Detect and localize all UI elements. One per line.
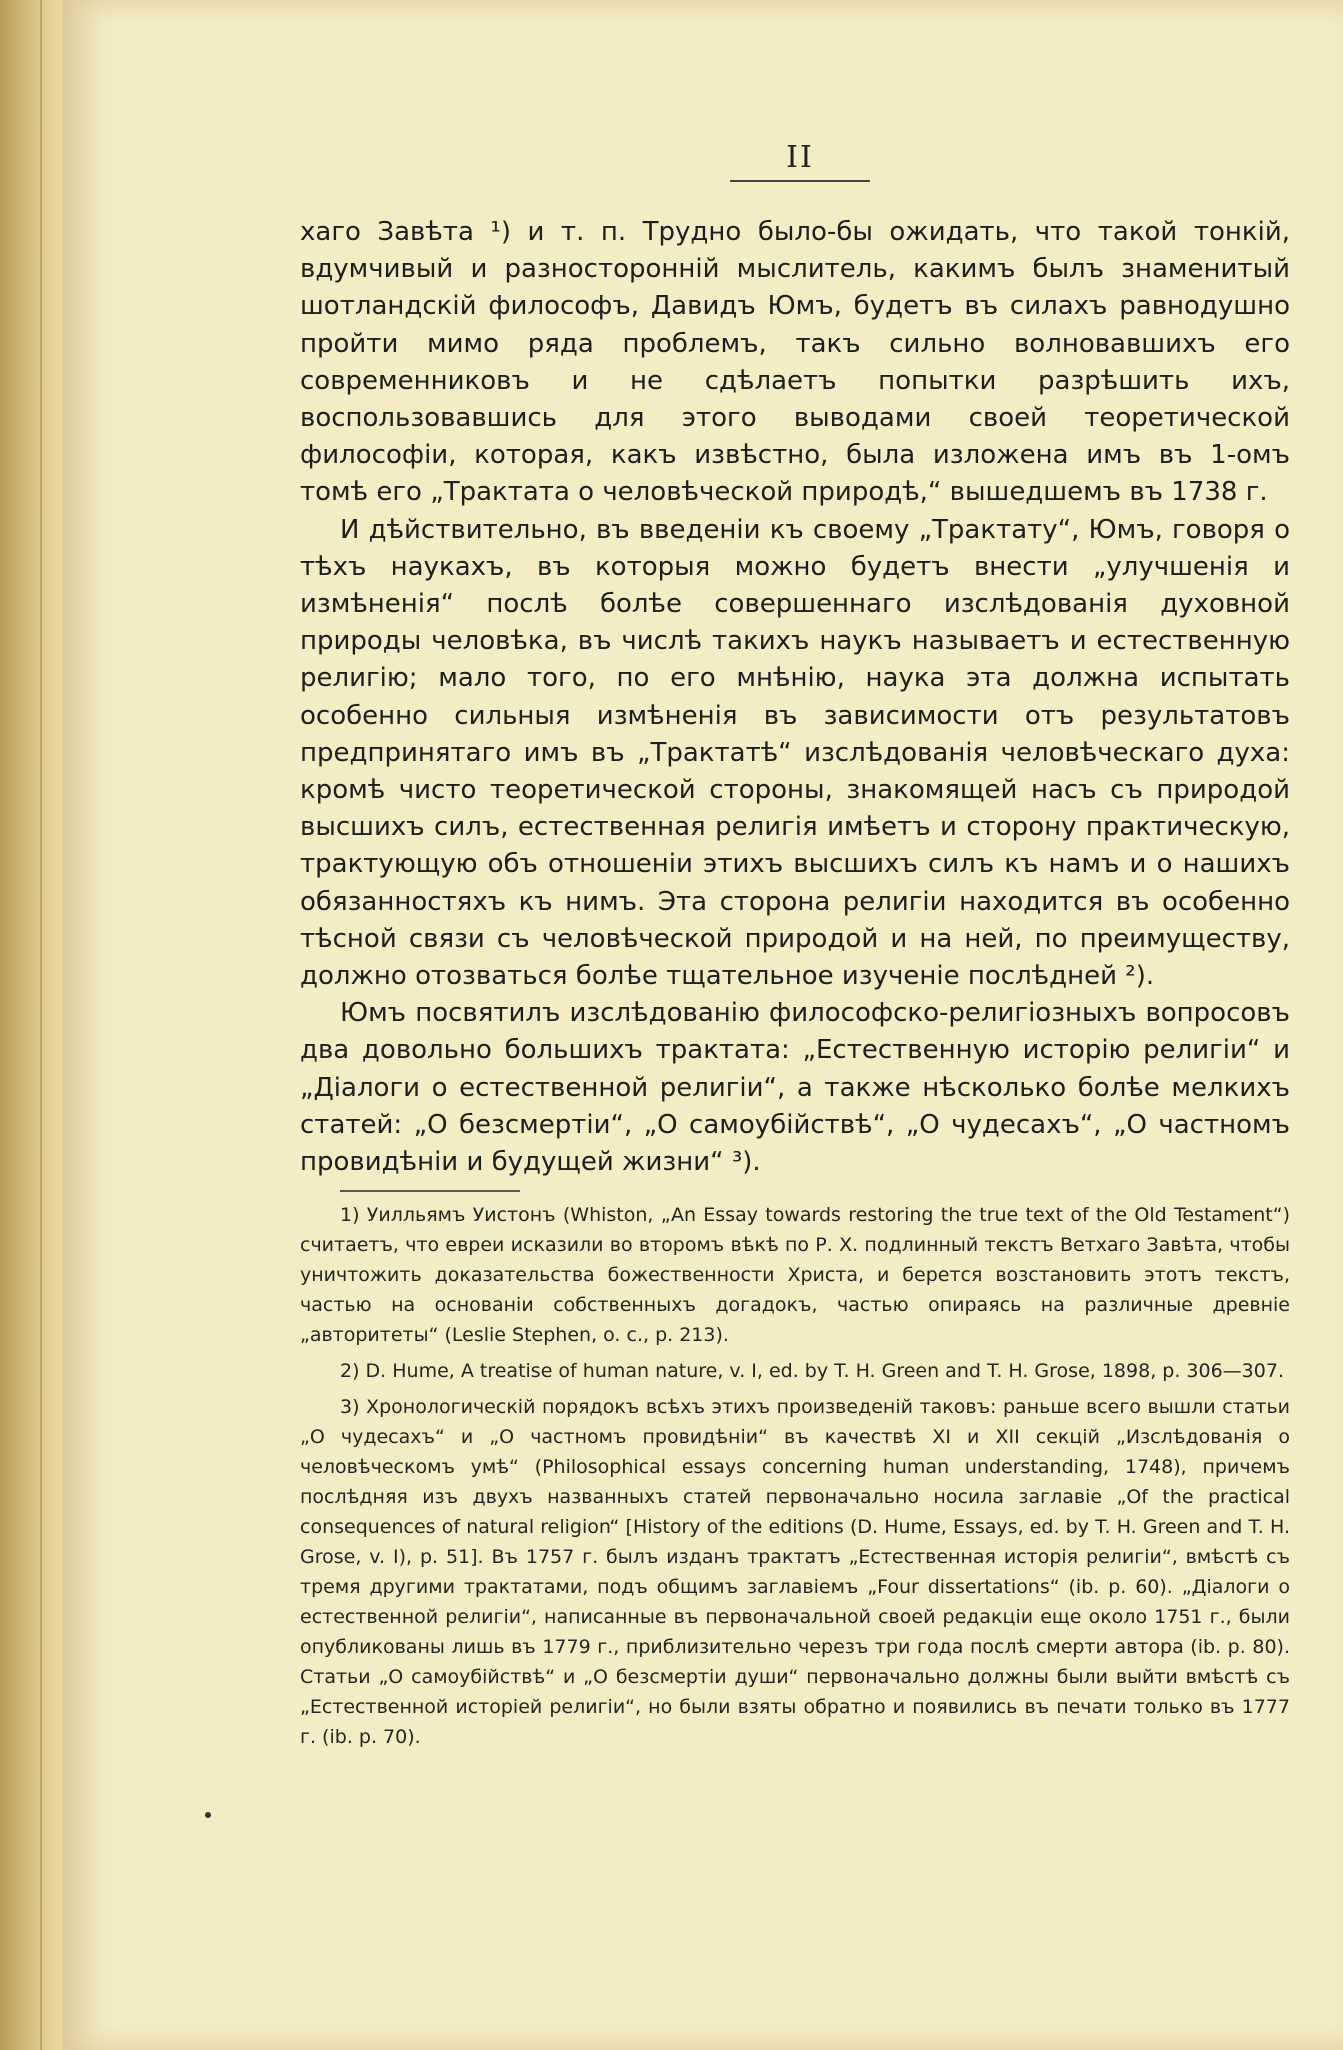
main-text bbox=[300, 214, 1290, 1181]
page-number: II bbox=[786, 140, 814, 175]
binding-line bbox=[40, 0, 42, 2050]
footnote-2: 2) D. Hume, A treatise of human nature, v. I, ed. by T. H. Green and T. H. Grose, 1898, p. 306—307. bbox=[340, 1360, 1284, 1382]
paragraph-2: И дѣйствительно, въ введеніи къ своему „Трактату“, Юмъ, говоря о тѣхъ наукахъ, въ которыя можно будетъ внести „улучшенія и измѣненія“ послѣ болѣе совершеннаго изслѣдованія духовной природы человѣка, въ числѣ такихъ наукъ называетъ и естественную религію; мало того, по его мнѣнію, наука эта должна испытать особенно сильныя измѣненія въ зависимости отъ результатовъ предпринятаго имъ въ „Трактатѣ“ изслѣдованія человѣческаго духа: кромѣ чисто теоретической стороны, знакомящей насъ съ природой высшихъ силъ, естественная религія имѣетъ и сторону практическую, трактующую объ отношеніи этихъ высшихъ силъ къ намъ и о нашихъ обязанностяхъ къ нимъ. Эта сторона религіи находится въ особенно тѣсной связи съ человѣческой природой и на ней, по преимуществу, должно отозваться болѣе тщательное изученіе послѣдней ²). bbox=[300, 514, 1290, 992]
footnote-3: 3) Хронологическій порядокъ всѣхъ этихъ произведеній таковъ: раньше всего вышли статьи „О чудесахъ“ и „О частномъ провидѣніи“ въ качествѣ XI и XII секцій „Изслѣдованія о человѣческомъ умѣ“ (Philosophical essays concerning human understanding, 1748), причемъ послѣдняя изъ двухъ названныхъ статей первоначально носила заглавіе „Of the practical consequences of natural religion“ [History of the editions (D. Hume, Essays, ed. by T. H. Green and T. H. Grose, v. I), p. 51]. Въ 1757 г. былъ изданъ трактатъ „Естественная исторія религіи“, вмѣстѣ съ тремя другими трактатами, подъ общимъ заглавіемъ „Four dissertations“ (ib. p. 60). „Діалоги о естественной религіи“, написанные въ первоначальной своей редакціи еще около 1751 г., были опубликованы лишь въ 1779 г., приблизительно черезъ три года послѣ смерти автора (ib. p. 80). Статьи „О самоубійствѣ“ и „О безсмертіи души“ первоначально должны были выйти вмѣстѣ съ „Естественной исторіей религіи“, но были взяты обратно и появились въ печати только въ 1777 г. (ib. p. 70). bbox=[300, 1396, 1290, 1748]
ink-speck bbox=[205, 1812, 211, 1818]
footnotes bbox=[300, 1200, 1290, 1758]
footnote-1: 1) Уилльямъ Уистонъ (Whiston, „An Essay towards restoring the true text of the Old Testament“) считаетъ, что евреи исказили во второмъ вѣкѣ по Р. Х. подлинный текстъ Ветхаго Завѣта, чтобы уничтожить доказательства божественности Христа, и берется возстановить этотъ текстъ, частью на основаніи собственныхъ догадокъ, частью опираясь на различные древніе „авторитеты“ (Leslie Stephen, o. c., p. 213). bbox=[300, 1204, 1290, 1346]
page-number-rule bbox=[730, 180, 870, 182]
paragraph-3: Юмъ посвятилъ изслѣдованію философско-религіозныхъ вопросовъ два довольно большихъ трактата: „Естественную исторію религіи“ и „Діалоги о естественной религіи“, а также нѣсколько болѣе мелкихъ статей: „О безсмертіи“, „О самоубійствѣ“, „О чудесахъ“, „О частномъ провидѣніи и будущей жизни“ ³). bbox=[300, 998, 1290, 1178]
footnote-separator bbox=[340, 1190, 520, 1192]
paragraph-1: хаго Завѣта ¹) и т. п. Трудно было-бы ожидать, что такой тонкій, вдумчивый и разносторонній мыслитель, какимъ былъ знаменитый шотландскій философъ, Давидъ Юмъ, будетъ въ силахъ равнодушно пройти мимо ряда проблемъ, такъ сильно волновавшихъ его современниковъ и не сдѣлаетъ попытки разрѣшить ихъ, воспользовавшись для этого выводами своей теоретической философіи, которая, какъ извѣстно, была изложена имъ въ 1-омъ томѣ его „Трактата о человѣческой природѣ,“ вышедшемъ въ 1738 г. bbox=[300, 217, 1290, 508]
page-binding-edge bbox=[0, 0, 62, 2050]
